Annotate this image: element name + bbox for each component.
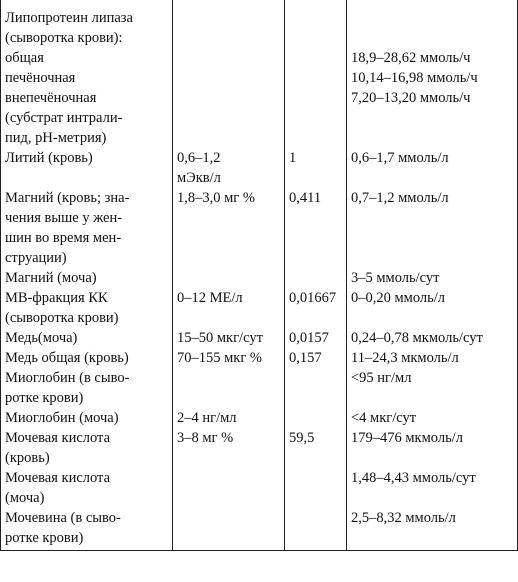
conventional-value-cell	[173, 288, 285, 328]
conversion-factor-text: 1	[289, 150, 297, 166]
test-name-line: печёночная	[5, 70, 76, 86]
conventional-value-line: 0–12 МЕ/л	[177, 290, 243, 306]
test-name-line: Магний (моча)	[5, 270, 97, 286]
si-value-line: 0–0,20 ммоль/л	[351, 290, 446, 306]
conversion-factor-cell	[285, 348, 347, 368]
test-name-cell	[1, 0, 173, 148]
si-value-cell	[347, 148, 518, 188]
conversion-factor-text	[289, 408, 342, 428]
test-name-line: пид, pH-метрия)	[5, 130, 107, 146]
si-value-line: <95 нг/мл	[351, 370, 412, 386]
test-name-cell	[1, 468, 173, 508]
test-name-line: Мочевая кислота	[5, 470, 111, 486]
table-row	[1, 268, 518, 288]
si-value-line: 7,20–13,20 ммоль/ч	[351, 90, 471, 106]
test-name-line: Магний (кровь; зна-	[5, 190, 130, 206]
si-value-line: 1,48–4,43 ммоль/сут	[351, 470, 476, 486]
conversion-factor-text: 0,01667	[289, 290, 337, 306]
conventional-value-cell	[173, 408, 285, 428]
test-name-line: общая	[5, 50, 44, 66]
table-row	[1, 368, 518, 408]
si-value-cell	[347, 268, 518, 288]
test-name-line: (сыворотка крови):	[5, 30, 123, 46]
conversion-factor-cell	[285, 188, 347, 268]
test-name-cell	[1, 268, 173, 288]
table-row	[1, 148, 518, 188]
conversion-factor-cell	[285, 428, 347, 468]
test-name-line: Мочевая кислота	[5, 430, 111, 446]
test-name-cell	[1, 328, 173, 348]
test-name-line: внепечёночная	[5, 90, 97, 106]
test-name-line: Липопротеин липаза	[5, 10, 133, 26]
test-name-line: Литий (кровь)	[5, 150, 93, 166]
conversion-factor-cell	[285, 148, 347, 188]
conversion-factor-text: 59,5	[289, 430, 315, 446]
test-name-cell	[1, 148, 173, 188]
test-name-line: (кровь)	[5, 450, 50, 466]
si-value-cell	[347, 328, 518, 348]
conventional-value-cell	[173, 188, 285, 268]
si-value-cell	[347, 0, 518, 148]
conversion-factor-text	[289, 268, 342, 288]
test-name-line: Медь(моча)	[5, 330, 78, 346]
conversion-factor-text	[289, 508, 342, 528]
si-value-cell	[347, 408, 518, 428]
conventional-value-line: 1,8–3,0 мг %	[177, 190, 255, 206]
si-value-cell	[347, 348, 518, 368]
test-name-cell	[1, 188, 173, 268]
conventional-value-cell	[173, 468, 285, 508]
si-value-line: 3–5 ммоль/сут	[351, 270, 440, 286]
table-row	[1, 288, 518, 328]
table-row	[1, 468, 518, 508]
conventional-value-cell	[173, 328, 285, 348]
conventional-value-cell	[173, 0, 285, 148]
test-name-cell	[1, 288, 173, 328]
si-value-line: <4 мкг/сут	[351, 410, 417, 426]
conventional-value-line: мЭкв/л	[177, 170, 221, 186]
table-row	[1, 188, 518, 268]
test-name-line: Миоглобин (в сыво-	[5, 370, 130, 386]
conventional-value-line: 0,6–1,2	[177, 150, 221, 166]
conversion-factor-cell	[285, 0, 347, 148]
test-name-line: чения выше у жен-	[5, 210, 123, 226]
table-row	[1, 328, 518, 348]
conversion-factor-text	[289, 368, 342, 388]
conventional-value-line: 70–155 мкг %	[177, 350, 262, 366]
table-row	[1, 508, 518, 551]
conventional-value-cell	[173, 368, 285, 408]
test-name-cell	[1, 428, 173, 468]
test-name-line: МВ-фракция КК	[5, 290, 108, 306]
conventional-value-line: 15–50 мкг/сут	[177, 330, 263, 346]
conversion-factor-text	[289, 8, 342, 28]
si-value-cell	[347, 188, 518, 268]
si-value-line	[351, 8, 513, 28]
table-row	[1, 348, 518, 368]
conventional-value-line: 3–8 мг %	[177, 430, 234, 446]
conversion-factor-text: 0,411	[289, 190, 322, 206]
conventional-value-cell	[173, 348, 285, 368]
test-name-line: Медь общая (кровь)	[5, 350, 129, 366]
si-value-line: 0,7–1,2 ммоль/л	[351, 190, 449, 206]
test-name-line: шин во время мен-	[5, 230, 122, 246]
si-value-cell	[347, 368, 518, 408]
table-body	[1, 0, 518, 551]
test-name-line: (моча)	[5, 490, 45, 506]
table-row	[1, 428, 518, 468]
si-value-line: 0,24–0,78 мкмоль/сут	[351, 330, 483, 346]
test-name-line: ротке крови)	[5, 530, 84, 546]
conversion-factor-cell	[285, 268, 347, 288]
table-row	[1, 0, 518, 148]
si-value-cell	[347, 468, 518, 508]
test-name-cell	[1, 408, 173, 428]
si-value-line: 2,5–8,32 ммоль/л	[351, 510, 456, 526]
test-name-cell	[1, 368, 173, 408]
conventional-value-cell	[173, 428, 285, 468]
si-value-line: 0,6–1,7 ммоль/л	[351, 150, 449, 166]
test-name-line: ротке крови)	[5, 390, 84, 406]
si-value-line	[351, 28, 513, 48]
si-value-cell	[347, 508, 518, 551]
test-name-cell	[1, 508, 173, 551]
conversion-factor-cell	[285, 468, 347, 508]
test-name-line: (сыворотка крови)	[5, 310, 119, 326]
test-name-line: струации)	[5, 250, 67, 266]
si-value-line: 18,9–28,62 ммоль/ч	[351, 50, 471, 66]
test-name-line: Миоглобин (моча)	[5, 410, 119, 426]
si-value-line: 10,14–16,98 ммоль/ч	[351, 70, 478, 86]
si-value-cell	[347, 288, 518, 328]
si-value-line: 11–24,3 мкмоль/л	[351, 350, 459, 366]
conversion-factor-cell	[285, 508, 347, 551]
conventional-value-line: 2–4 нг/мл	[177, 410, 237, 426]
conversion-factor-text	[289, 468, 342, 488]
table-row	[1, 408, 518, 428]
conversion-factor-cell	[285, 288, 347, 328]
si-value-line: 179–476 мкмоль/л	[351, 430, 463, 446]
conversion-factor-cell	[285, 408, 347, 428]
si-value-cell	[347, 428, 518, 468]
test-name-cell	[1, 348, 173, 368]
conversion-factor-cell	[285, 368, 347, 408]
conventional-value-cell	[173, 268, 285, 288]
conventional-value-cell	[173, 508, 285, 551]
conversion-factor-cell	[285, 328, 347, 348]
conversion-factor-text: 0,157	[289, 350, 322, 366]
conversion-factor-text: 0,0157	[289, 330, 329, 346]
test-name-line: (субстрат интрали-	[5, 110, 123, 126]
conventional-value-cell	[173, 148, 285, 188]
test-name-line: Мочевина (в сыво-	[5, 510, 121, 526]
